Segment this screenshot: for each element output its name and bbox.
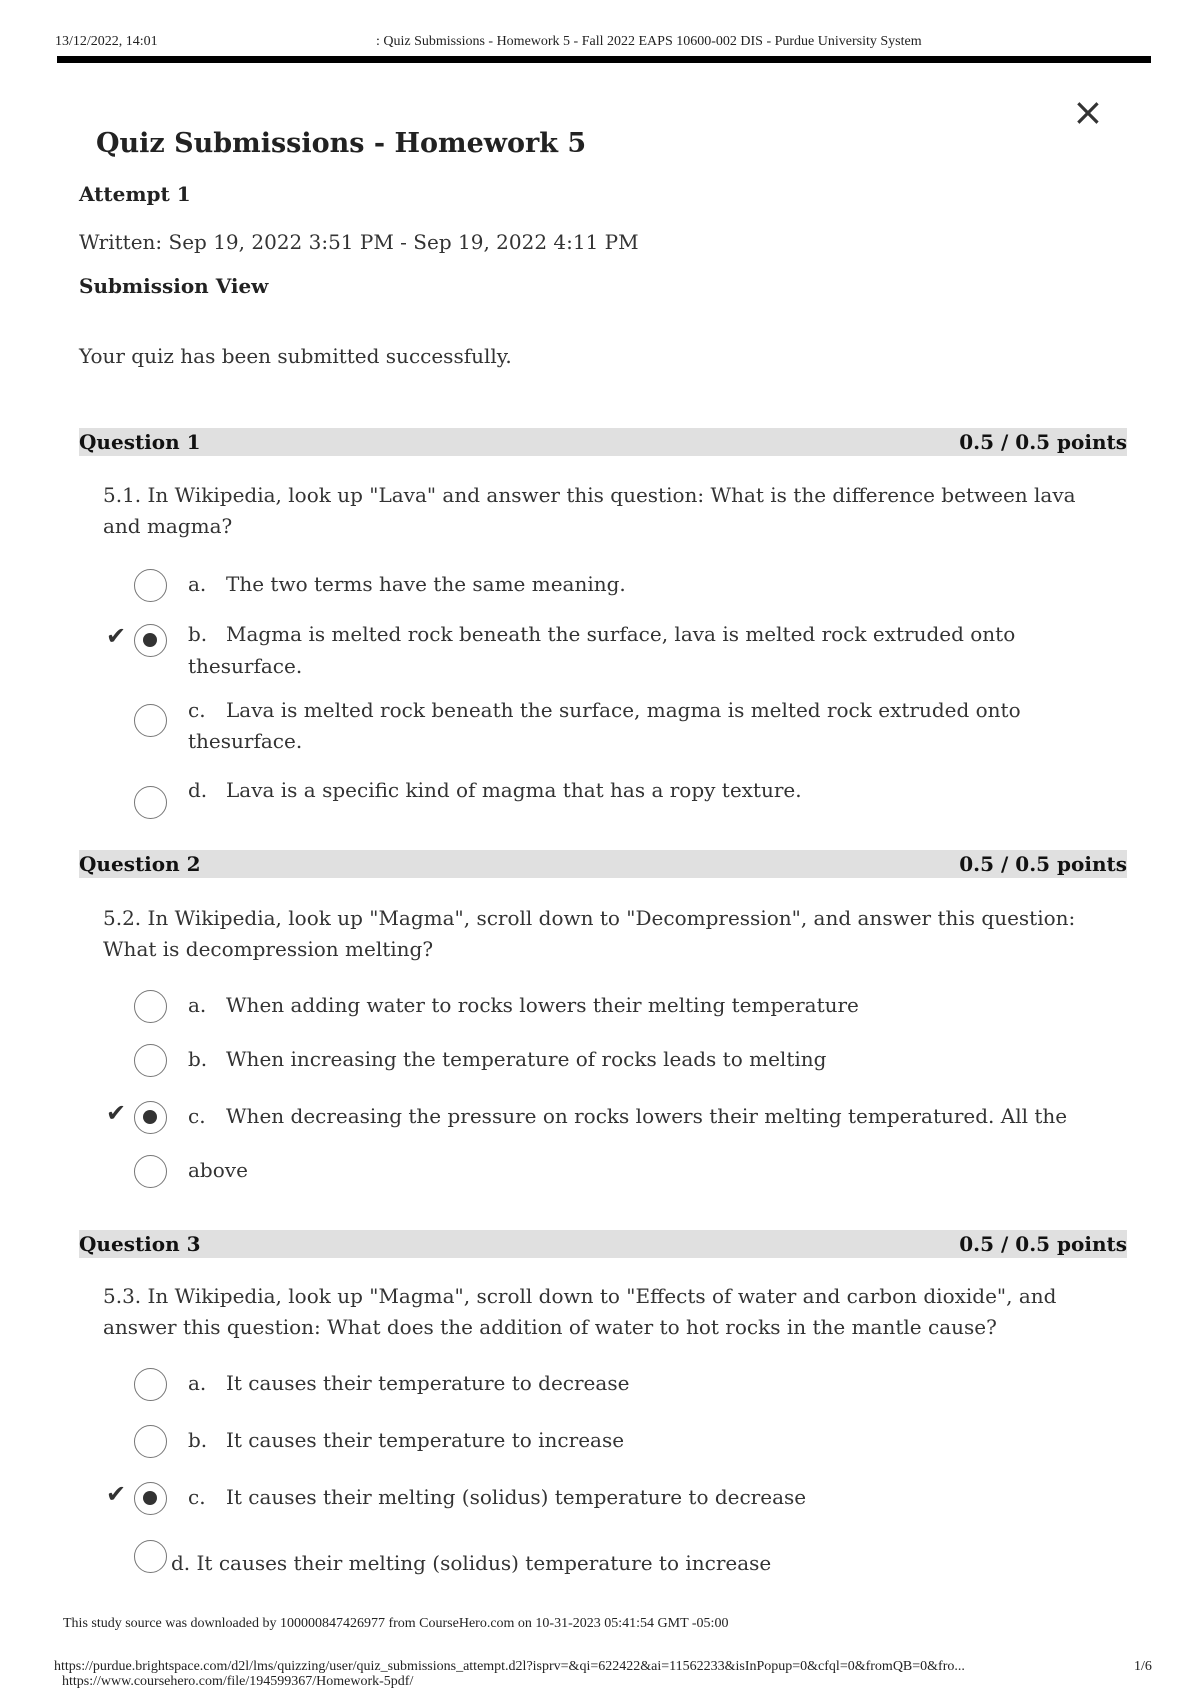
option-text: It causes their melting (solidus) temperature to decrease <box>226 1485 807 1509</box>
option-letter: b. <box>188 1428 208 1452</box>
option-text: When increasing the temperature of rocks leads to melting <box>226 1047 827 1071</box>
option-text-cont: thesurface. <box>188 729 303 753</box>
option-text: The two terms have the same meaning. <box>226 572 626 596</box>
question-text: 5.1. In Wikipedia, look up "Lava" and answer this question: What is the difference between lava and magma? <box>103 483 1076 538</box>
download-notice: This study source was downloaded by 100000847426977 from CourseHero.com on 10-31-2023 05:41:54 GMT -05:00 <box>63 1616 729 1631</box>
page-number: 1/6 <box>1134 1659 1152 1674</box>
submission-view-heading: Submission View <box>79 274 269 298</box>
print-page-title: : Quiz Submissions - Homework 5 - Fall 2022 EAPS 10600-002 DIS - Purdue University System <box>376 34 922 49</box>
option-letter: b. <box>188 622 208 646</box>
option-text-cont: thesurface. <box>188 654 303 678</box>
option-text: Lava is a specific kind of magma that has a ropy texture. <box>226 778 802 802</box>
question-header <box>79 1230 1127 1258</box>
question-header <box>79 850 1127 878</box>
question-points: 0.5 / 0.5 points <box>959 430 1127 454</box>
page-title: Quiz Submissions - Homework 5 <box>96 128 587 159</box>
question-points: 0.5 / 0.5 points <box>959 1232 1127 1256</box>
option-letter: c. <box>188 1485 206 1509</box>
question-label: Question 2 <box>79 852 201 876</box>
option-text: above <box>188 1158 248 1182</box>
attempt-label: Attempt 1 <box>79 182 191 206</box>
written-time: Written: Sep 19, 2022 3:51 PM - Sep 19, 2022 4:11 PM <box>79 230 639 254</box>
option-letter: a. <box>188 1371 207 1395</box>
option-letter: c. <box>188 698 206 722</box>
question-label: Question 1 <box>79 430 201 454</box>
option-text: When adding water to rocks lowers their melting temperature <box>226 993 859 1017</box>
radio-option-a[interactable] <box>134 569 167 602</box>
radio-option-a[interactable] <box>134 1368 167 1401</box>
option-letter: c. <box>188 1104 206 1128</box>
radio-option-d[interactable] <box>134 1155 167 1188</box>
question-label: Question 3 <box>79 1232 201 1256</box>
radio-option-c[interactable] <box>134 704 167 737</box>
option-text: d. It causes their melting (solidus) temperature to increase <box>171 1551 772 1575</box>
option-letter: b. <box>188 1047 208 1071</box>
radio-option-b[interactable] <box>134 1044 167 1077</box>
radio-option-d[interactable] <box>134 1540 167 1573</box>
question-text: 5.2. In Wikipedia, look up "Magma", scroll down to "Decompression", and answer this question: What is decompression melting? <box>103 906 1076 961</box>
option-letter: a. <box>188 572 207 596</box>
radio-option-a[interactable] <box>134 990 167 1023</box>
option-text: It causes their temperature to increase <box>226 1428 625 1452</box>
option-text: Lava is melted rock beneath the surface, magma is melted rock extruded onto <box>226 698 1021 722</box>
option-text: When decreasing the pressure on rocks lowers their melting temperatured. All the <box>226 1104 1068 1128</box>
question-points: 0.5 / 0.5 points <box>959 852 1127 876</box>
status-message: Your quiz has been submitted successfully. <box>79 344 512 368</box>
question-text: 5.3. In Wikipedia, look up "Magma", scroll down to "Effects of water and carbon dioxide", and answer this question: What does the addition of water to hot rocks in the mantle cause? <box>103 1284 1057 1339</box>
print-url: https://purdue.brightspace.com/d2l/lms/quizzing/user/quiz_submissions_attempt.d2l?isprv=&qi=622422&ai=11562233&isInPopup=0&cfql=0&fromQB=0&fro... <box>54 1659 965 1674</box>
option-letter: d. <box>188 778 208 802</box>
correct-check-icon: ✔ <box>106 1099 127 1127</box>
correct-check-icon: ✔ <box>106 1480 127 1508</box>
radio-option-b[interactable] <box>134 1425 167 1458</box>
radio-option-d[interactable] <box>134 786 167 819</box>
print-datetime: 13/12/2022, 14:01 <box>55 34 158 49</box>
source-url: https://www.coursehero.com/file/194599367/Homework-5pdf/ <box>62 1674 414 1689</box>
radio-option-c[interactable] <box>134 1482 167 1515</box>
header-divider <box>57 56 1151 63</box>
option-text: Magma is melted rock beneath the surface, lava is melted rock extruded onto <box>226 622 1016 646</box>
question-header <box>79 428 1127 456</box>
option-letter: a. <box>188 993 207 1017</box>
correct-check-icon: ✔ <box>106 622 127 650</box>
close-icon[interactable]: × <box>1072 90 1104 134</box>
radio-option-b[interactable] <box>134 624 167 657</box>
option-text: It causes their temperature to decrease <box>226 1371 630 1395</box>
radio-option-c[interactable] <box>134 1101 167 1134</box>
